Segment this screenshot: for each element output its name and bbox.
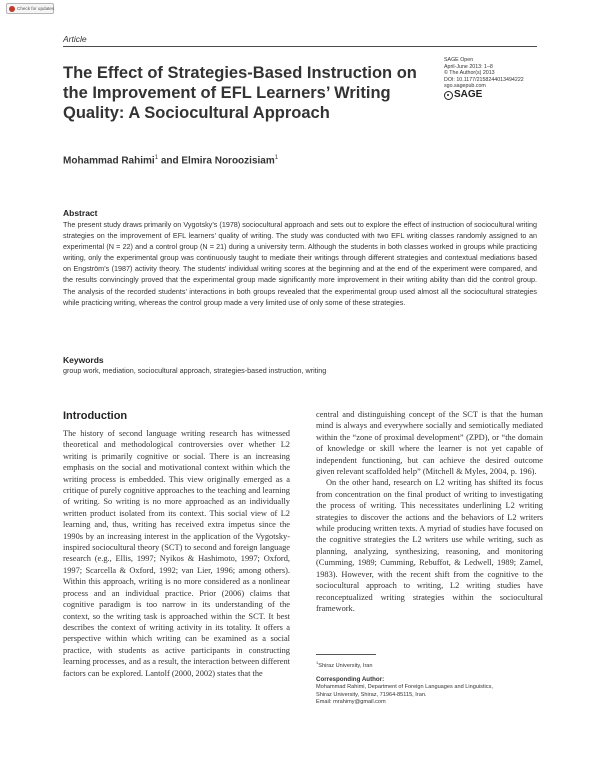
journal-url-link[interactable]: sgo.sagepub.com xyxy=(444,83,486,90)
journal-issue: April-June 2013: 1–8 xyxy=(444,63,493,70)
doi-line: DOI: 10.1177/2158244013494222 xyxy=(444,76,524,83)
check-for-updates-badge[interactable] xyxy=(6,3,54,14)
body-paragraph: The history of second language writing research has witnessed theoretical and methodological controversies over whether L2 writing is primarily cognitive or social. There is an increasing emphasis on the social and motivational context within which the writing process is embedded. This view originally emerged as a critique of purely cognitive approaches to the teaching and learning of writing. So writing is no more approached as an individually written product isolated from its context. This social view of L2 learning and, thus, writing has received extra impetus since the 1990s by an increasing interest in the application of the Vygotsky-inspired sociocultural theory (SCT) to second and foreign language research (e.g., Ellis, 1997; Nyikos & Hashimoto, 1997; Oxford, 1997; Scarcella & Oxford, 1992; van Lier, 1996; among others). Within this approach, writing is no more considered as a nonlinear process and an individual practice. Prior (2006) claims that cognitive paradigm is too narrow in its understanding of the context, so the writing task is approached within the SCT. It best describes the context of writing activity in its totality. It offers a perspective within which writing can be examined as a social practice, with students as active participants in constructing learning processes, and as a result, the interaction between different factors can be explored. Lantolf (2000, 2002) states that the xyxy=(63,429,290,678)
sage-logo xyxy=(444,91,544,100)
body-paragraph: On the other hand, research on L2 writing has shifted its focus from concentration on the final product of writing to investigating the process of writing. This necessitates underlining L2 writing strategies to discover the actions and the behaviors of L2 writers while producing written texts. A myriad of studies have focused on the cognitive strategies the L2 writers use while writing, such as planning, analyzing, synthesizing, reasoning, and monitoring (Cumming, 1989; Cumming, Rebuffot, & Ledwell, 1989; Zamel, 1983). However, with the recent shift from the cognitive to the sociocultural approach to writing, L2 writing studies have reconceptualized writing strategies within the sociocultural framework. xyxy=(316,478,543,613)
corresponding-author-line: Shiraz University, Shiraz, 71964-85115, Iran. xyxy=(316,691,427,698)
update-icon xyxy=(9,6,15,12)
author-affiliation-marker: 1 xyxy=(274,155,279,161)
introduction-heading: Introduction xyxy=(63,410,128,422)
paper-title: The Effect of Strategies-Based Instruction on the Improvement of EFL Learners’ Writing Quality: A Sociocultural Approach xyxy=(63,64,417,122)
sage-logo-text: SAGE xyxy=(454,89,483,101)
copyright-line: © The Author(s) 2013 xyxy=(444,70,495,77)
right-column xyxy=(316,409,543,614)
check-for-updates-label: Check for updates xyxy=(17,6,55,11)
author-conjunction: and xyxy=(160,155,179,167)
affiliation-footnote xyxy=(316,660,373,669)
body-paragraph: central and distinguishing concept of the SCT is that the human mind is always and everywhere socially and semiotically mediated within the “zone of proximal development” (ZPD), or “the domain of knowledge or skill where the learner is not yet capable of independent functioning, but can achieve the desired outcome given relevant scaffolded help” (Mitchell & Myles, 2004, p. 196). xyxy=(316,410,543,477)
header-rule xyxy=(63,46,537,47)
article-type-label: Article xyxy=(63,34,87,44)
affiliation-text: Shiraz University, Iran xyxy=(318,662,373,669)
keywords-text: group work, mediation, sociocultural approach, strategies-based instruction, writing xyxy=(63,366,327,375)
journal-meta xyxy=(444,57,544,100)
abstract-text: The present study draws primarily on Vygotsky’s (1978) sociocultural approach and sets out to explore the effect of instruction of sociocultural writing strategies on the improvement of EFL learners’ quality of writing. The study was conducted with two EFL writing classes randomly assigned to an experimental (N = 22) and a control group (N = 21) during a university term. Although the students in both classes worked in groups while practicing writing, only the experimental group was continuously taught to mediate their writings through different strategies and contextual mediations based on Engström’s (1987) activity theory. The students’ individual writing scores at the beginning and at the end of the experiment were compared, and the results convincingly proved that the experimental group made significantly more improvement in their writing ability than did the control group. The analysis of the recorded students’ interactions in both groups revealed that the experimental group used almost all the sociocultural strategies while practicing writing, whereas the control group made a very limited use of only some of these strategies. xyxy=(63,220,537,307)
email-link[interactable]: Email: mrahimy@gmail.com xyxy=(316,699,386,706)
author-name: Mohammad Rahimi xyxy=(63,155,155,167)
author-affiliation-marker: 1 xyxy=(154,155,159,161)
abstract-heading: Abstract xyxy=(63,208,98,218)
corresponding-author-heading: Corresponding Author: xyxy=(316,676,385,683)
sage-logo-icon xyxy=(444,91,453,100)
corresponding-author-line: Mohammad Rahimi, Department of Foreign Languages and Linguistics, xyxy=(316,683,493,690)
corresponding-author-block xyxy=(316,676,540,707)
affiliation-marker: 1 xyxy=(316,660,319,665)
author-list xyxy=(63,155,278,166)
journal-name: SAGE Open xyxy=(444,57,474,63)
footnote-rule xyxy=(316,654,376,655)
left-column xyxy=(63,410,290,679)
keywords-heading: Keywords xyxy=(63,355,104,365)
author-name: Elmira Noroozisiam xyxy=(181,155,275,167)
